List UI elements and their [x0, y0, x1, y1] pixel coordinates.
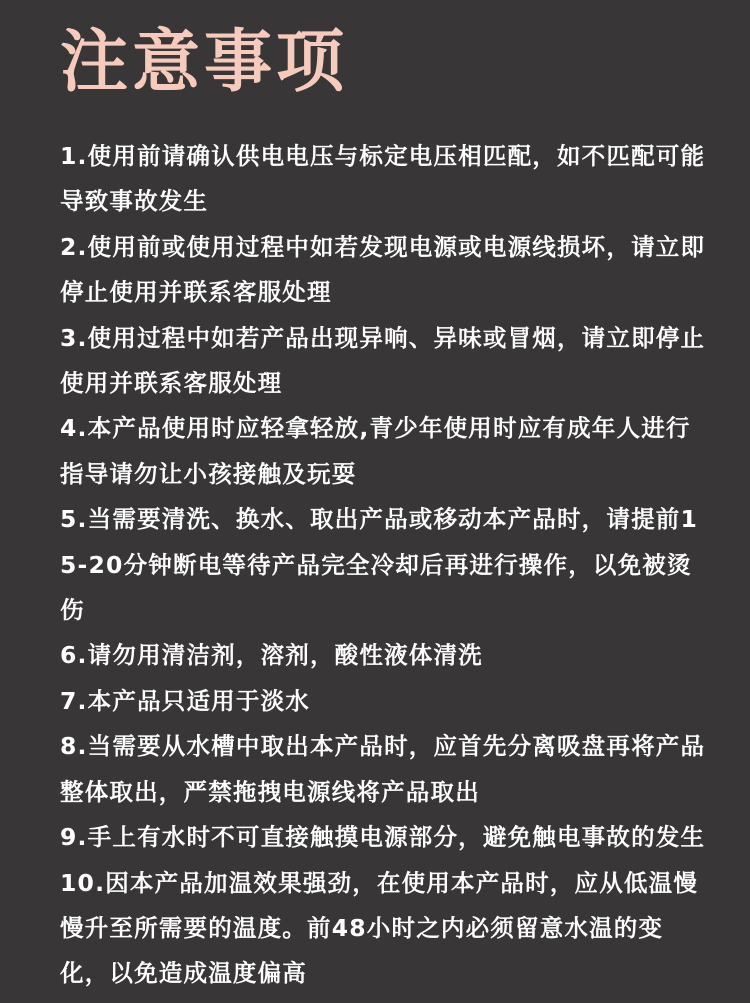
notice-item-5: 5.当需要清洗、换水、取出产品或移动本产品时，请提前15-20分钟断电等待产品完全冷却后再进行操作，以免被烫伤	[60, 505, 699, 625]
notice-item-6: 6.请勿用清洁剂，溶剂，酸性液体清洗	[60, 641, 483, 670]
notice-item-4: 4.本产品使用时应轻拿轻放,青少年使用时应有成年人进行指导请勿让小孩接触及玩耍	[60, 414, 691, 488]
notice-item-7: 7.本产品只适用于淡水	[60, 686, 310, 715]
notice-item-2: 2.使用前或使用过程中如若发现电源或电源线损坏，请立即停止使用并联系客服处理	[60, 232, 706, 307]
notice-item-10: 10.因本产品加温效果强劲，在使用本产品时，应从低温慢慢升至所需要的温度。前48小时之内必须留意水温的变化，以免造成温度偏高	[60, 868, 699, 988]
notice-list	[60, 134, 710, 997]
notice-item-8: 8.当需要从水槽中取出本产品时，应首先分离吸盘再将产品整体取出，严禁拖拽电源线将产品取出	[60, 732, 706, 806]
page-title: 注意事项	[60, 23, 349, 102]
notice-item-9: 9.手上有水时不可直接触摸电源部分，避免触电事故的发生	[60, 823, 706, 852]
notice-item-3: 3.使用过程中如若产品出现异响、异味或冒烟，请立即停止使用并联系客服处理	[60, 323, 706, 398]
notice-item-1: 1.使用前请确认供电电压与标定电压相匹配，如不匹配可能导致事故发生	[60, 142, 706, 216]
